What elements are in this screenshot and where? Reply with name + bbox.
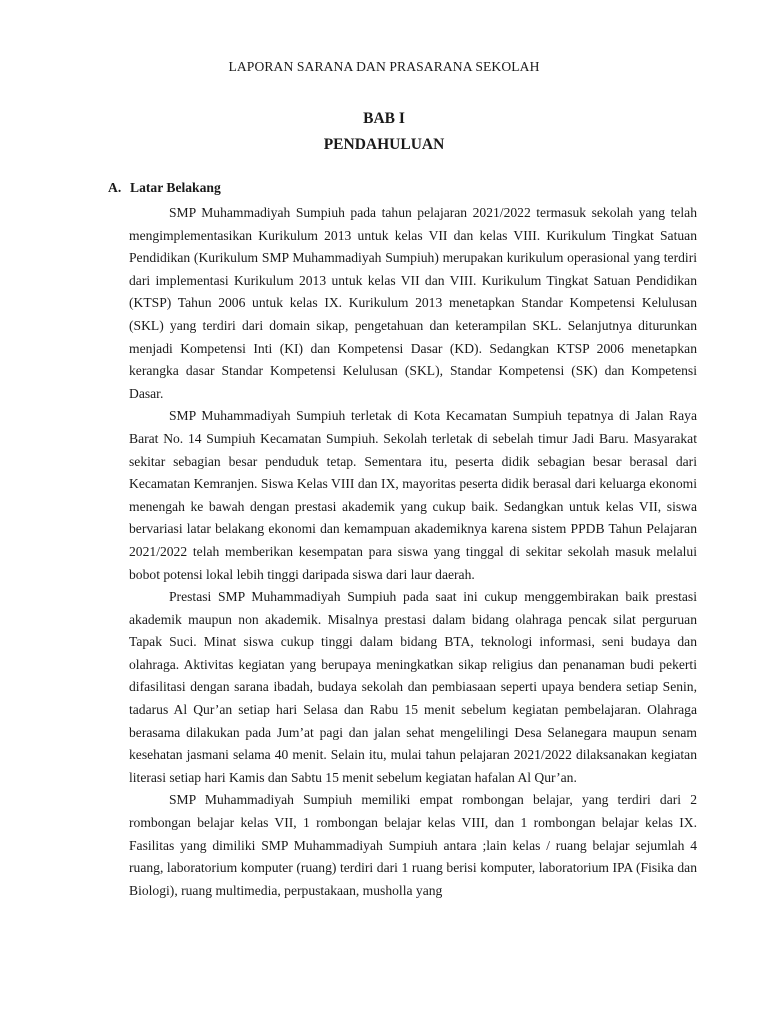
section-letter: A. [108, 180, 122, 195]
paragraph-4: SMP Muhammadiyah Sumpiuh memiliki empat rombongan belajar, yang terdiri dari 2 rombongan belajar kelas VII, 1 rombongan belajar kelas VIII, dan 1 rombongan belajar kelas IX. Fasilitas yang dimiliki SMP Muhammadiyah Sumpiuh antara ;lain kelas / ruang belajar sejumlah 4 ruang, laboratorium komputer (ruang) terdiri dari 1 ruang berisi komputer, laboratorium IPA (Fisika dan Biologi), ruang multimedia, perpustakaan, musholla yang [129, 792, 697, 898]
paragraph-2: SMP Muhammadiyah Sumpiuh terletak di Kota Kecamatan Sumpiuh tepatnya di Jalan Raya Barat No. 14 Sumpiuh Kecamatan Sumpiuh. Sekolah terletak di sebelah timur Jadi Baru. Masyarakat sekitar sebagian besar penduduk tetap. Sementara itu, peserta didik sebagian besar berasal dari Kecamatan Kemranjen. Siswa Kelas VIII dan IX, mayoritas peserta didik berasal dari keluarga ekonomi menengah ke bawah dengan prestasi akademik yang cukup baik. Sedangkan untuk kelas VII, siswa bervariasi latar belakang ekonomi dan kemampuan akademiknya karena sistem PPDB Tahun Pelajaran 2021/2022 telah memberikan kesempatan para siswa yang tinggal di sekitar sekolah masuk melalui bobot potensi lokal lebih tinggi daripada siswa dari laur daerah. [129, 408, 697, 582]
section-heading [108, 180, 221, 196]
chapter-number: BAB I [363, 110, 405, 127]
section-title: Latar Belakang [130, 180, 221, 195]
body-text [129, 202, 697, 902]
paragraph-3: Prestasi SMP Muhammadiyah Sumpiuh pada saat ini cukup menggembirakan baik prestasi akademik maupun non akademik. Misalnya prestasi dalam bidang olahraga pencak silat perguruan Tapak Suci. Minat siswa cukup tinggi dalam bidang BTA, teknologi informasi, seni budaya dan olahraga. Aktivitas kegiatan yang berupaya meningkatkan sikap religius dan penanaman budi pekerti difasilitasi dengan sarana ibadah, budaya sekolah dan pembiasaan seperti upaya bendera setiap Senin, tadarus Al Qur’an setiap hari Selasa dan Rabu 15 menit sebelum kegiatan pembelajaran. Olahraga berasama dilakukan pada Jum’at pagi dan jalan sehat mengelilingi Desa Selanegara maupun senam kesehatan jasmani selama 40 menit. Selain itu, mulai tahun pelajaran 2021/2022 dilaksanakan kegiatan literasi setiap hari Kamis dan Sabtu 15 menit sebelum kegiatan hafalan Al Qur’an. [129, 589, 697, 785]
chapter-heading [0, 106, 768, 158]
document-title: LAPORAN SARANA DAN PRASARANA SEKOLAH [228, 59, 540, 74]
paragraph-1: SMP Muhammadiyah Sumpiuh pada tahun pelajaran 2021/2022 termasuk sekolah yang telah mengimplementasikan Kurikulum 2013 untuk kelas VII dan kelas VIII. Kurikulum Tingkat Satuan Pendidikan (Kurikulum SMP Muhammadiyah Sumpiuh) merupakan kurikulum operasional yang terdiri dari implementasi Kurikulum 2013 untuk kelas VII dan VIII. Kurikulum Tingkat Satuan Pendidikan (KTSP) Tahun 2006 untuk kelas IX. Kurikulum 2013 menetapkan Standar Kompetensi Kelulusan (SKL) yang terdiri dari domain sikap, pengetahuan dan keterampilan SKL. Selanjutnya diturunkan menjadi Kompetensi Inti (KI) dan Kompetensi Dasar (KD). Sedangkan KTSP 2006 menetapkan kerangka dasar Standar Kompetensi Kelulusan (SKL), Standar Kompetensi (SK) dan Kompetensi Dasar. [129, 205, 697, 401]
chapter-title: PENDAHULUAN [323, 136, 445, 153]
